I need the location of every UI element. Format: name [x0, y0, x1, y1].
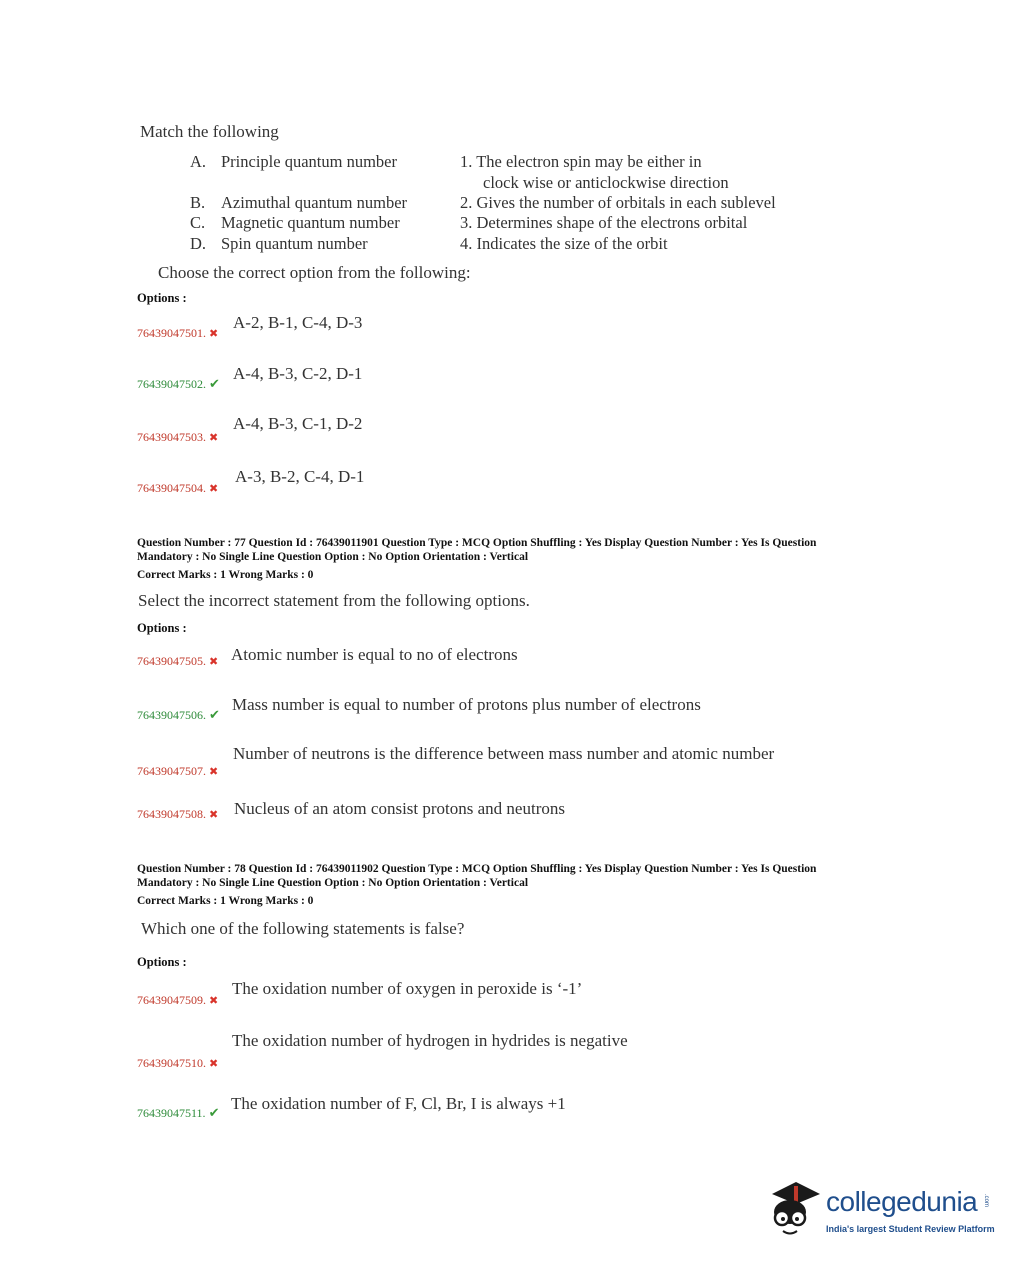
- q77-option-1-id: 76439047505. ✖: [137, 654, 219, 668]
- q77-option-2-text: Mass number is equal to number of protons plus number of electrons: [232, 695, 701, 714]
- mascot-graduate-icon: [766, 1176, 826, 1246]
- q77-option-4-text: Nucleus of an atom consist protons and neutrons: [234, 799, 565, 818]
- q78-option-2-id: 76439047510. ✖: [137, 1056, 219, 1070]
- check-icon: ✔: [208, 1106, 220, 1121]
- q78-marks: Correct Marks : 1 Wrong Marks : 0: [137, 895, 314, 907]
- q76-options-label: Options :: [137, 291, 187, 305]
- q78-option-1-text: The oxidation number of oxygen in peroxide is ‘-1’: [232, 979, 583, 998]
- q76-title: Match the following: [140, 122, 279, 141]
- q77-option-4-id: 76439047508. ✖: [137, 807, 219, 821]
- logo-suffix: .com: [983, 1194, 989, 1208]
- q78-option-3-id: 76439047511. ✔: [137, 1106, 220, 1121]
- collegedunia-logo: [766, 1176, 996, 1246]
- cross-icon: ✖: [209, 1057, 219, 1070]
- q77-marks: Correct Marks : 1 Wrong Marks : 0: [137, 569, 314, 581]
- q78-option-3-text: The oxidation number of F, Cl, Br, I is always +1: [231, 1094, 566, 1113]
- q76-option-3-id: 76439047503. ✖: [137, 430, 219, 444]
- q76-left-b-letter: B.: [190, 193, 206, 212]
- q78-meta-line-2: Mandatory : No Single Line Question Option : No Option Orientation : Vertical: [137, 877, 529, 889]
- q76-option-3-text: A-4, B-3, C-1, D-2: [233, 414, 363, 433]
- q76-right-1a: 1. The electron spin may be either in: [460, 152, 702, 171]
- q77-meta-line-2: Mandatory : No Single Line Question Option : No Option Orientation : Vertical: [137, 551, 529, 563]
- q76-right-4: 4. Indicates the size of the orbit: [460, 234, 668, 253]
- q76-left-a-text: Principle quantum number: [221, 152, 397, 171]
- q78-options-label: Options :: [137, 955, 187, 969]
- q76-left-d-letter: D.: [190, 234, 207, 253]
- cross-icon: ✖: [209, 765, 219, 778]
- check-icon: ✔: [209, 708, 220, 723]
- q77-option-3-id: 76439047507. ✖: [137, 764, 219, 778]
- q77-option-2-id: 76439047506. ✔: [137, 708, 220, 723]
- q76-option-1-id: 76439047501. ✖: [137, 326, 219, 340]
- cross-icon: ✖: [209, 994, 219, 1007]
- q76-right-2: 2. Gives the number of orbitals in each sublevel: [460, 193, 776, 212]
- q77-options-label: Options :: [137, 621, 187, 635]
- check-icon: ✔: [209, 377, 220, 392]
- cross-icon: ✖: [209, 655, 219, 668]
- q78-question: Which one of the following statements is false?: [141, 919, 465, 938]
- q78-option-1-id: 76439047509. ✖: [137, 993, 219, 1007]
- logo-tagline: India's largest Student Review Platform: [826, 1224, 995, 1234]
- q76-left-c-text: Magnetic quantum number: [221, 213, 400, 232]
- q77-option-3-text: Number of neutrons is the difference between mass number and atomic number: [233, 744, 775, 763]
- cross-icon: ✖: [209, 808, 219, 821]
- cross-icon: ✖: [209, 482, 219, 495]
- q76-right-3: 3. Determines shape of the electrons orbital: [460, 213, 748, 232]
- q77-option-1-text: Atomic number is equal to no of electrons: [231, 645, 518, 664]
- q76-option-4-text: A-3, B-2, C-4, D-1: [235, 467, 365, 486]
- q76-option-4-id: 76439047504. ✖: [137, 481, 219, 495]
- q76-prompt: Choose the correct option from the following:: [158, 263, 471, 282]
- q76-left-a-letter: A.: [190, 152, 207, 171]
- q76-right-1b: clock wise or anticlockwise direction: [483, 173, 729, 192]
- q76-left-d-text: Spin quantum number: [221, 234, 368, 253]
- q76-option-2-id: 76439047502. ✔: [137, 377, 220, 392]
- q77-question: Select the incorrect statement from the following options.: [138, 591, 530, 610]
- cross-icon: ✖: [209, 431, 219, 444]
- q76-option-2-text: A-4, B-3, C-2, D-1: [233, 364, 363, 383]
- q76-left-b-text: Azimuthal quantum number: [221, 193, 408, 212]
- cross-icon: ✖: [209, 327, 219, 340]
- q76-left-c-letter: C.: [190, 213, 206, 232]
- q77-meta-line-1: Question Number : 77 Question Id : 76439011901 Question Type : MCQ Option Shuffling : Yes Display Question Number : Yes Is Question: [137, 537, 817, 549]
- logo-wordmark: collegedunia: [826, 1186, 978, 1217]
- q76-option-1-text: A-2, B-1, C-4, D-3: [233, 313, 363, 332]
- q78-option-2-text: The oxidation number of hydrogen in hydrides is negative: [232, 1031, 628, 1050]
- q78-meta-line-1: Question Number : 78 Question Id : 76439011902 Question Type : MCQ Option Shuffling : Yes Display Question Number : Yes Is Question: [137, 863, 817, 875]
